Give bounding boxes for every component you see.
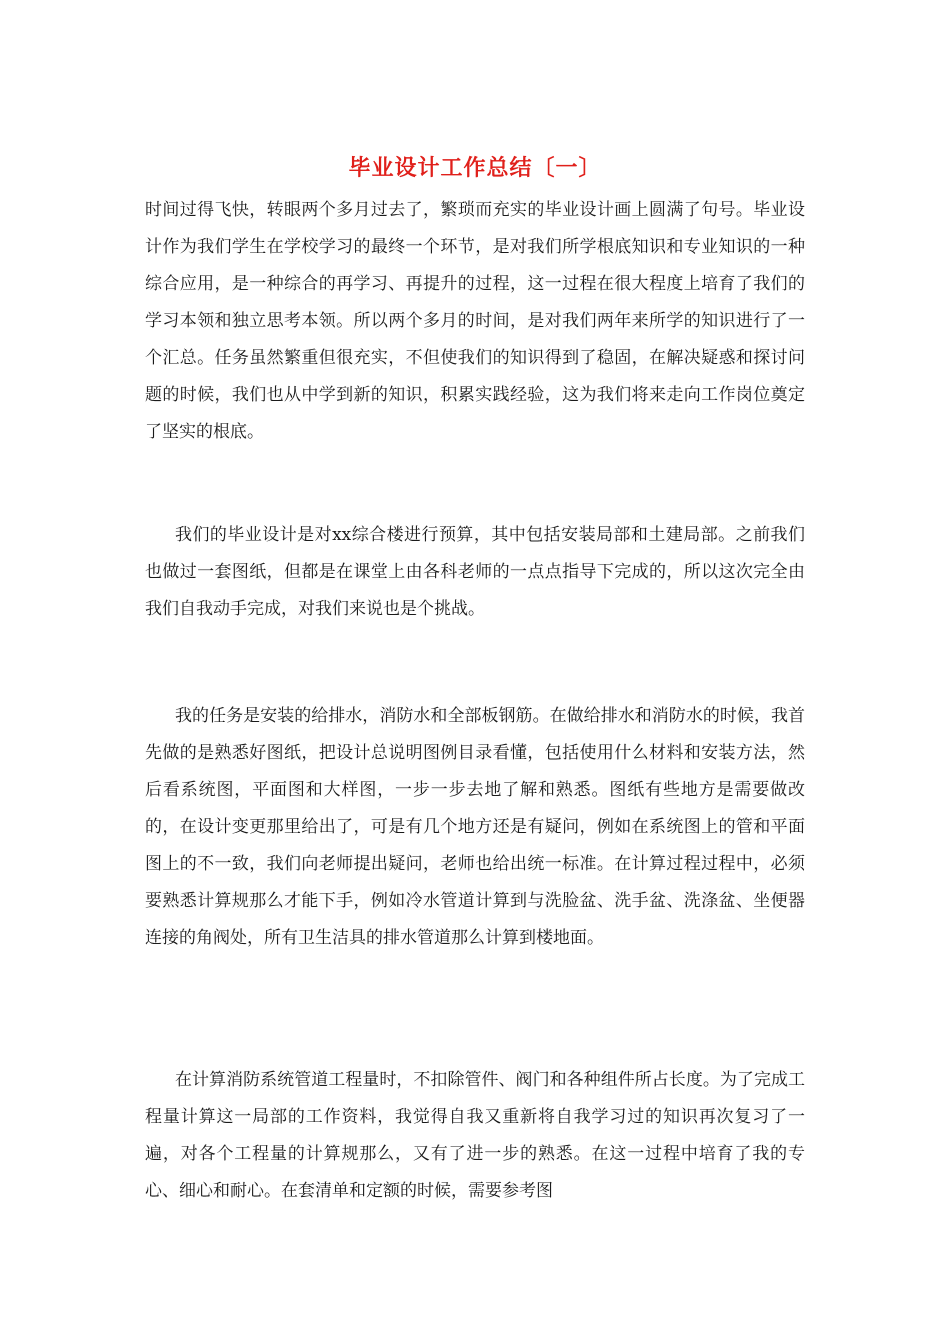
paragraph-4: 在计算消防系统管道工程量时，不扣除管件、阀门和各种组件所占长度。为了完成工程量计算这一局部的工作资料，我觉得自我又重新将自我学习过的知识再次复习了一遍，对各个工程量的计算规那么，又有了进一步的熟悉。在这一过程中培育了我的专心、细心和耐心。在套清单和定额的时候，需要参考图 [145,1070,805,1201]
paragraph-3: 我的任务是安装的给排水，消防水和全部板钢筋。在做给排水和消防水的时候，我首先做的是熟悉好图纸，把设计总说明图例目录看懂，包括使用什么材料和安装方法，然后看系统图，平面图和大样图，一步一步去地了解和熟悉。图纸有些地方是需要做改的，在设计变更那里给出了，可是有几个地方还是有疑问，例如在系统图上的管和平面图上的不一致，我们向老师提出疑问，老师也给出统一标准。在计算过程过程中，必须要熟悉计算规那么才能下手，例如冷水管道计算到与洗脸盆、洗手盆、洗涤盆、坐便器连接的角阀处，所有卫生洁具的排水管道那么计算到楼地面。 [145,706,805,948]
paragraph-2: 我们的毕业设计是对xx综合楼进行预算，其中包括安装局部和土建局部。之前我们也做过一套图纸，但都是在课堂上由各科老师的一点点指导下完成的，所以这次完全由我们自我动手完成，对我们来说也是个挑战。 [145,525,805,619]
document-title: 毕业设计工作总结〔一〕 [348,155,602,181]
paragraph-1: 时间过得飞快，转眼两个多月过去了，繁琐而充实的毕业设计画上圆满了句号。毕业设计作为我们学生在学校学习的最终一个环节，是对我们所学根底知识和专业知识的一种综合应用，是一种综合的再学习、再提升的过程，这一过程在很大程度上培育了我们的学习本领和独立思考本领。所以两个多月的时间，是对我们两年来所学的知识进行了一个汇总。任务虽然繁重但很充实，不但使我们的知识得到了稳固，在解决疑惑和探讨问题的时候，我们也从中学到新的知识，积累实践经验，这为我们将来走向工作岗位奠定了坚实的根底。 [145,200,805,442]
